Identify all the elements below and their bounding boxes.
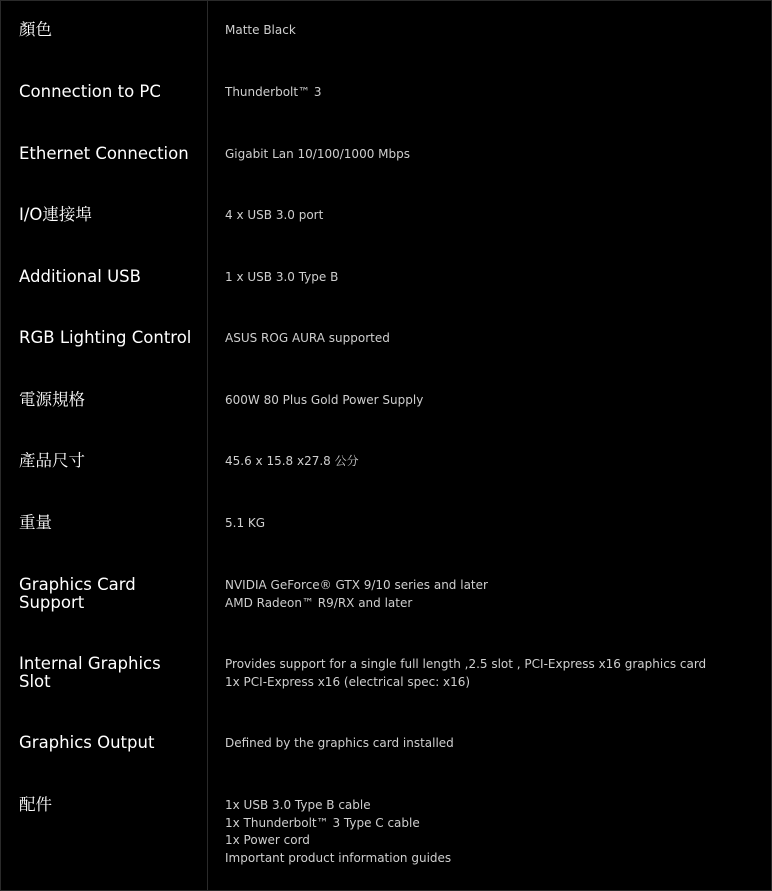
spec-label: RGB Lighting Control <box>19 328 192 347</box>
spec-value: Provides support for a single full length ,2.5 slot , PCI-Express x16 graphics card 1x PCI-Express x16 (electrical spec: x16) <box>225 657 707 689</box>
spec-value: Thunderbolt™ 3 <box>225 85 322 99</box>
spec-label: Ethernet Connection <box>19 144 189 163</box>
spec-value: 45.6 x 15.8 x27.8 公分 <box>225 454 359 468</box>
spec-value: 600W 80 Plus Gold Power Supply <box>225 393 424 407</box>
spec-label: Graphics Output <box>19 733 155 752</box>
spec-label: 產品尺寸 <box>19 451 85 470</box>
spec-label: 配件 <box>19 795 52 814</box>
spec-value: 5.1 KG <box>225 516 266 530</box>
spec-value: NVIDIA GeForce® GTX 9/10 series and later AMD Radeon™ R9/RX and later <box>225 578 488 610</box>
spec-value: Defined by the graphics card installed <box>225 736 454 750</box>
spec-value: 1x USB 3.0 Type B cable 1x Thunderbolt™ 3 Type C cable 1x Power cord Important product information guides <box>225 798 452 865</box>
spec-label: 電源規格 <box>19 390 85 409</box>
spec-value: ASUS ROG AURA supported <box>225 331 390 345</box>
spec-value: 4 x USB 3.0 port <box>225 208 324 222</box>
spec-label: Additional USB <box>19 267 141 286</box>
spec-label: 重量 <box>19 513 52 532</box>
spec-label: 顏色 <box>19 20 52 39</box>
spec-value: Matte Black <box>225 23 296 37</box>
spec-label: Internal Graphics Slot <box>19 654 161 691</box>
spec-value: Gigabit Lan 10/100/1000 Mbps <box>225 147 410 161</box>
spec-label: Connection to PC <box>19 82 161 101</box>
spec-label: I/O連接埠 <box>19 205 92 224</box>
spec-label: Graphics Card Support <box>19 575 136 612</box>
column-divider <box>207 1 208 890</box>
spec-value: 1 x USB 3.0 Type B <box>225 270 339 284</box>
